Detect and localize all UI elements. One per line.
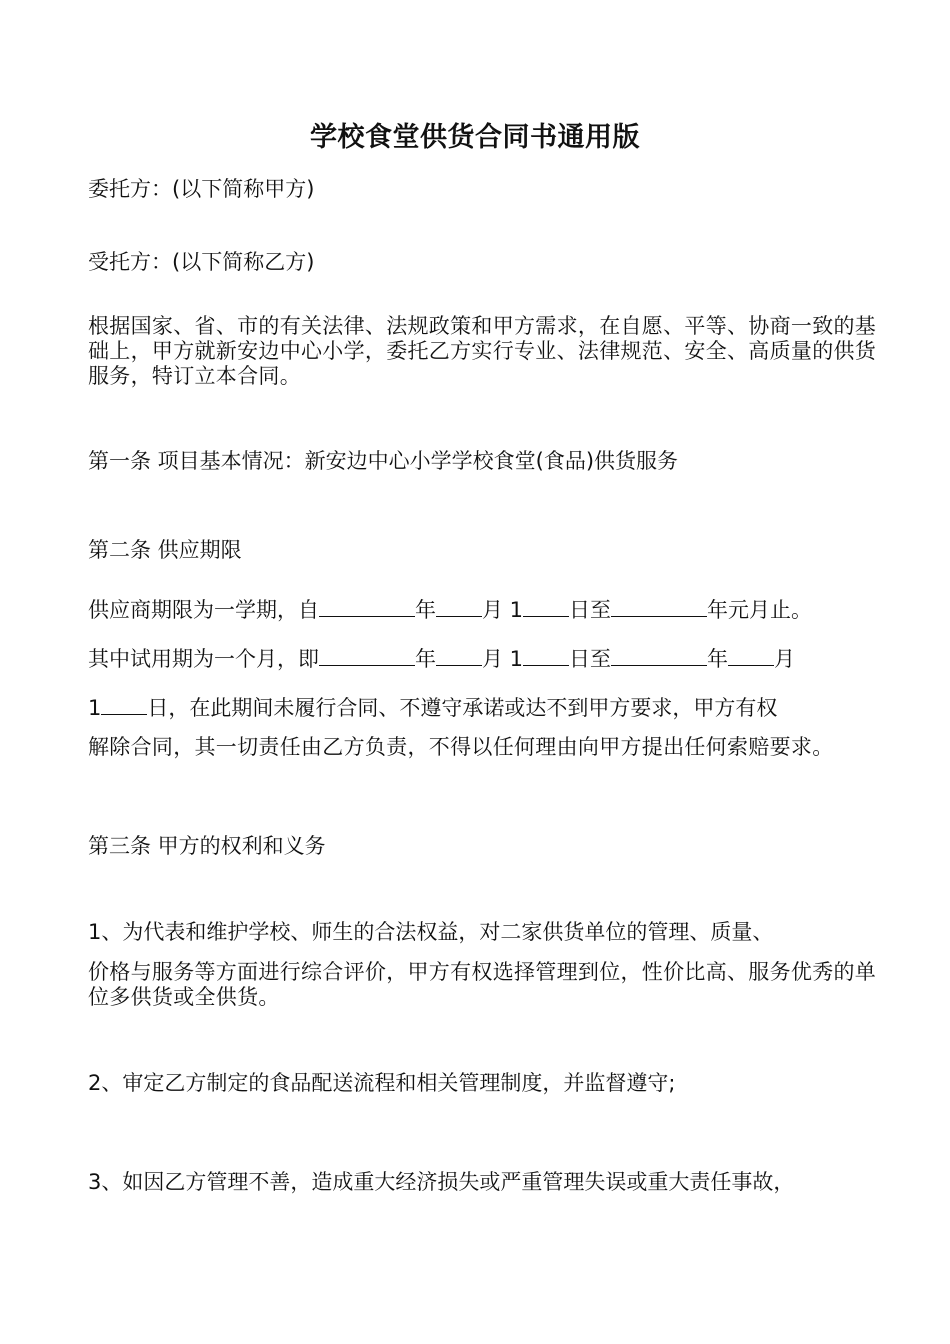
blank-field [523,645,569,666]
client-line: 委托方：(以下简称甲方) [88,177,315,201]
supply-period-text-1: 供应商期限为一学期，自 [88,598,319,622]
trial-period-text-5: 年 [707,647,729,671]
supply-period-text-3: 月 1 [482,598,524,622]
trial-period-text-2: 年 [415,647,436,671]
trial-cont-text: 日，在此期间未履行合同、不遵守承诺或达不到甲方要求，甲方有权 [147,696,778,720]
item-3: 3、如因乙方管理不善，造成重大经济损失或严重管理失误或重大责任事故， [88,1170,795,1194]
blank-field [436,596,482,617]
article-1: 第一条 项目基本情况：新安边中心小学学校食堂(食品)供货服务 [88,449,679,473]
trial-period-line [88,645,888,673]
article-2-heading: 第二条 供应期限 [88,538,242,562]
blank-field [523,596,569,617]
supply-period-text-2: 年 [415,598,436,622]
document-title: 学校食堂供货合同书通用版 [310,122,640,153]
blank-field [319,596,415,617]
blank-field [611,596,707,617]
item-2: 2、审定乙方制定的食品配送流程和相关管理制度，并监督遵守; [88,1071,676,1095]
blank-field [611,645,707,666]
trial-period-text-1: 其中试用期为一个月，即 [88,647,319,671]
supply-period-line [88,596,888,624]
trial-period-text-3: 月 1 [482,647,524,671]
blank-field [436,645,482,666]
trial-period-text-6: 月 [774,647,796,671]
trial-continuation-paragraph: 解除合同，其一切责任由乙方负责，不得以任何理由向甲方提出任何索赔要求。 [88,735,834,759]
intro-paragraph: 根据国家、省、市的有关法律、法规政策和甲方需求，在自愿、平等、协商一致的基础上，甲方就新安边中心小学，委托乙方实行专业、法律规范、安全、高质量的供货服务，特订立本合同。 [88,314,877,388]
blank-field [319,645,415,666]
contractor-line: 受托方：(以下简称乙方) [88,250,315,274]
supply-period-text-4: 日至 [569,598,612,622]
trial-period-text-4: 日至 [569,647,612,671]
item-1-line: 1、为代表和维护学校、师生的合法权益，对二家供货单位的管理、质量、 [88,920,774,944]
trial-cont-prefix: 1 [88,696,102,720]
item-1-paragraph: 价格与服务等方面进行综合评价，甲方有权选择管理到位，性价比高、服务优秀的单位多供货或全供货。 [88,960,877,1009]
blank-field [101,694,147,715]
trial-continuation-line [88,694,888,722]
blank-field [728,645,774,666]
article-3-heading: 第三条 甲方的权利和义务 [88,834,326,858]
supply-period-text-5: 年元月止。 [707,598,813,622]
